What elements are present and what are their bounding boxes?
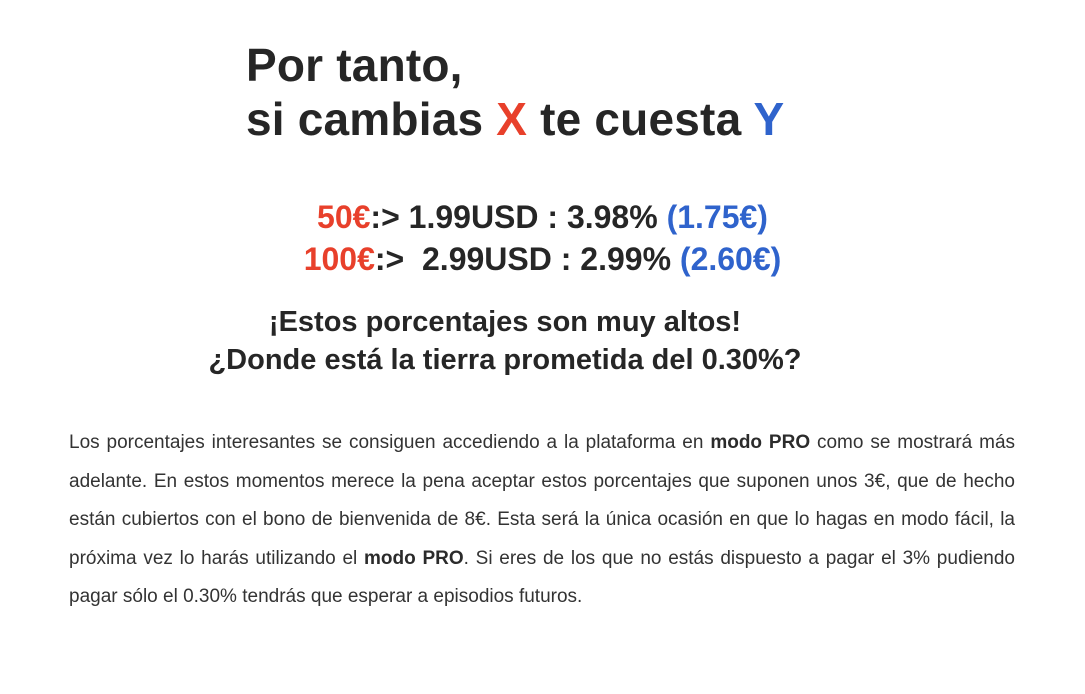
fee-detail: :> 1.99USD : 3.98% (370, 199, 667, 235)
heading-line-1: Por tanto, (246, 39, 463, 91)
fee-detail: :> 2.99USD : 2.99% (374, 241, 680, 277)
slide-heading (246, 38, 784, 146)
paragraph-part-2: como se mostrará más adelante. En estos momentos merece la pena aceptar estos porcentajes que suponen unos 3€, que de hecho están cubiertos con el bono de bienvenida de 8€. Esta será la única ocasión en que lo hagas en modo fácil, la próxima vez lo harás utilizando el (69, 432, 1016, 569)
paragraph-bold-modo-pro: modo PRO (363, 547, 464, 569)
fee-rate-line (0, 196, 1085, 238)
heading-line-2-mid: te cuesta (527, 93, 754, 145)
question-line-1: ¡Estos porcentajes son muy altos! (268, 306, 742, 338)
fee-eur: (1.75€) (666, 199, 768, 235)
body-paragraph (69, 424, 1015, 617)
paragraph-part-3: . Si eres de los que no estás dispuesto a pagar el 3% pudiendo pagar sólo el 0.30% tendrás que esperar a episodios futuros. (69, 547, 1015, 607)
heading-y-variable: Y (753, 93, 785, 145)
fee-rates (0, 196, 1085, 280)
fee-eur: (2.60€) (679, 241, 782, 277)
heading-line-2-pre: si cambias (246, 93, 497, 145)
fee-amount: 50€ (317, 199, 371, 235)
paragraph-bold-modo-pro: modo PRO (710, 432, 811, 453)
question-line-2: ¿Donde está la tierra prometida del 0.30%? (208, 344, 802, 376)
fee-amount: 100€ (303, 241, 375, 277)
heading-x-variable: X (496, 93, 528, 145)
heading-line-2 (246, 92, 784, 146)
fee-rate-line (0, 238, 1085, 280)
paragraph-part-1: Los porcentajes interesantes se consiguen accediendo a la plataforma en (69, 432, 711, 453)
question-block (0, 303, 1010, 379)
